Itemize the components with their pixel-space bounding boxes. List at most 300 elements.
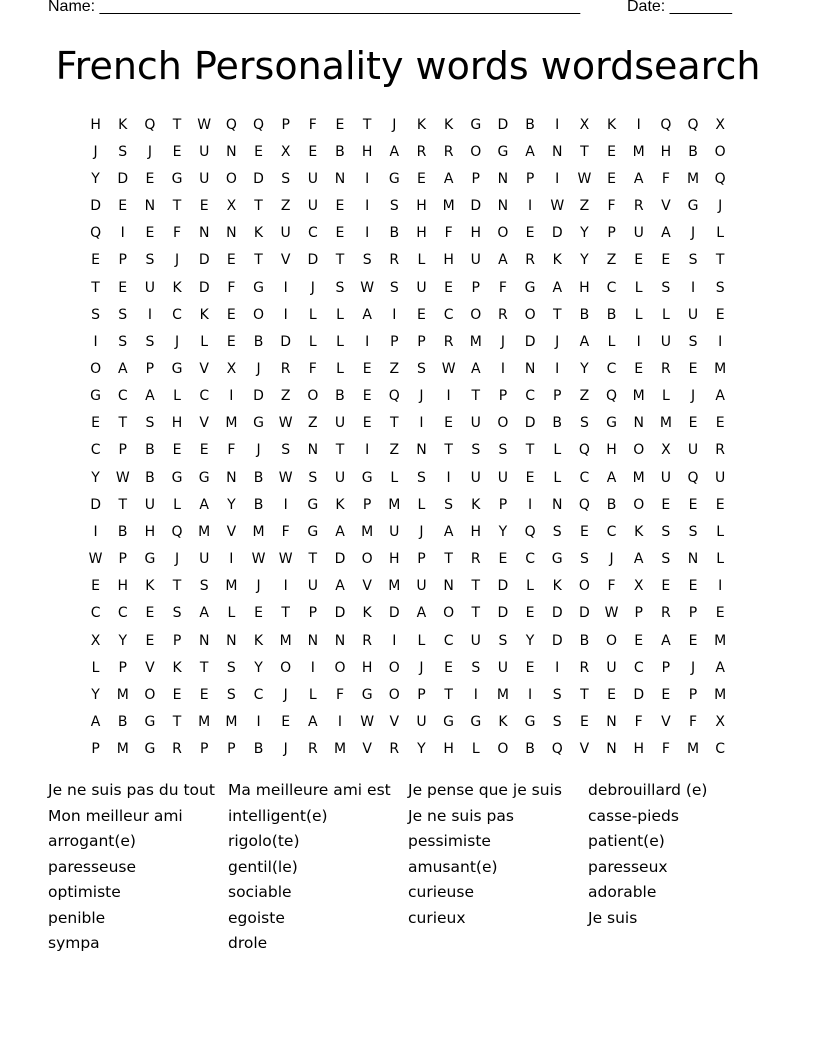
grid-letter: Z: [280, 198, 291, 215]
grid-letter: D: [90, 198, 101, 215]
grid-letter: Q: [578, 496, 590, 513]
grid-letter: E: [145, 605, 155, 622]
grid-letter: T: [471, 605, 481, 622]
grid-letter: A: [199, 496, 209, 513]
grid-letter: G: [606, 415, 617, 432]
grid-letter: E: [688, 415, 698, 432]
grid-letter: C: [443, 306, 454, 323]
grid-letter: V: [661, 714, 671, 731]
grid-letter: B: [389, 225, 400, 242]
grid-letter: R: [470, 551, 481, 568]
grid-letter: R: [633, 198, 644, 215]
grid-letter: P: [145, 360, 155, 377]
grid-letter: A: [661, 225, 671, 242]
grid-letter: I: [419, 415, 424, 432]
grid-letter: T: [552, 306, 562, 323]
grid-letter: F: [308, 360, 317, 377]
grid-letter: O: [578, 578, 590, 595]
grid-letter: L: [716, 551, 725, 568]
grid-letter: P: [118, 252, 127, 269]
grid-letter: G: [198, 469, 210, 486]
word-list-item: drole: [228, 934, 268, 952]
grid-letter: A: [443, 523, 454, 540]
grid-letter: U: [144, 279, 156, 296]
grid-letter: Q: [524, 523, 536, 540]
grid-letter: H: [443, 741, 454, 758]
grid-letter: W: [115, 469, 130, 486]
grid-letter: Q: [225, 116, 237, 133]
grid-letter: P: [471, 170, 480, 187]
grid-letter: O: [524, 306, 536, 323]
grid-letter: A: [308, 714, 318, 731]
grid-letter: L: [308, 686, 317, 703]
grid-letter: S: [417, 469, 426, 486]
grid-letter: E: [362, 360, 372, 377]
grid-letter: E: [579, 714, 589, 731]
grid-letter: B: [525, 116, 535, 133]
grid-letter: A: [498, 252, 508, 269]
grid-letter: A: [443, 170, 454, 187]
word-list-item: gentil(le): [228, 857, 298, 876]
grid-letter: D: [307, 252, 319, 269]
grid-letter: U: [280, 225, 291, 242]
grid-letter: E: [607, 143, 616, 160]
grid-letter: M: [116, 741, 129, 758]
grid-letter: C: [715, 741, 726, 758]
word-list-item: Je ne suis pas du tout: [48, 781, 215, 799]
grid-letter: Y: [91, 469, 100, 486]
grid-letter: O: [361, 551, 373, 568]
grid-letter: U: [470, 415, 481, 432]
grid-letter: R: [280, 360, 291, 377]
grid-letter: P: [417, 686, 426, 703]
grid-letter: F: [335, 686, 345, 703]
grid-letter: U: [334, 415, 346, 432]
grid-letter: D: [198, 279, 210, 296]
grid-letter: X: [90, 632, 101, 649]
grid-letter: A: [525, 143, 535, 160]
grid-letter: Q: [551, 741, 563, 758]
grid-letter: E: [579, 523, 589, 540]
grid-letter: A: [389, 143, 400, 160]
grid-letter: S: [389, 279, 399, 296]
grid-letter: Q: [253, 116, 265, 133]
grid-letter: H: [633, 741, 644, 758]
grid-letter: D: [90, 496, 101, 513]
grid-letter: K: [552, 252, 562, 269]
grid-letter: Q: [606, 388, 618, 405]
grid-letter: I: [555, 170, 560, 187]
grid-letter: H: [606, 442, 617, 459]
grid-letter: E: [498, 551, 508, 568]
grid-letter: P: [118, 551, 127, 568]
grid-letter: W: [251, 551, 266, 568]
grid-letter: L: [634, 306, 643, 323]
grid-letter: J: [174, 252, 180, 269]
grid-letter: E: [634, 632, 644, 649]
grid-letter: J: [419, 388, 424, 405]
grid-letter: D: [470, 198, 482, 215]
word-list-item: penible: [48, 908, 106, 927]
grid-letter: V: [661, 198, 671, 215]
grid-letter: U: [199, 170, 210, 187]
grid-letter: H: [470, 225, 482, 242]
grid-letter: B: [335, 143, 345, 160]
grid-letter: X: [715, 714, 725, 731]
grid-letter: O: [714, 143, 726, 160]
grid-letter: C: [253, 686, 264, 703]
grid-letter: C: [525, 551, 535, 568]
grid-letter: E: [634, 252, 644, 269]
grid-letter: I: [636, 116, 641, 133]
grid-letter: A: [606, 469, 617, 486]
grid-letter: L: [336, 306, 344, 323]
grid-letter: J: [256, 578, 261, 595]
grid-letter: Z: [308, 415, 318, 432]
grid-letter: Q: [687, 116, 699, 133]
grid-letter: N: [198, 632, 210, 649]
grid-letter: J: [419, 659, 424, 676]
grid-letter: S: [471, 442, 481, 459]
grid-letter: I: [147, 306, 152, 323]
grid-letter: G: [497, 143, 509, 160]
grid-letter: Z: [606, 252, 617, 269]
grid-letter: I: [283, 279, 288, 296]
grid-letter: D: [579, 605, 590, 622]
grid-letter: N: [524, 360, 536, 377]
grid-letter: O: [388, 686, 400, 703]
grid-letter: E: [525, 225, 535, 242]
grid-letter: R: [579, 659, 590, 676]
grid-letter: E: [417, 306, 426, 323]
word-list-item: adorable: [588, 883, 657, 901]
grid-letter: N: [226, 143, 237, 160]
grid-letter: D: [388, 605, 400, 622]
grid-letter: W: [278, 469, 293, 486]
grid-letter: U: [307, 198, 318, 215]
grid-letter: F: [607, 578, 616, 595]
grid-letter: U: [144, 496, 156, 513]
grid-letter: C: [199, 388, 210, 405]
grid-letter: K: [199, 306, 209, 323]
grid-letter: U: [470, 469, 481, 486]
grid-letter: W: [278, 551, 293, 568]
grid-letter: A: [335, 523, 345, 540]
grid-letter: T: [335, 442, 345, 459]
grid-letter: B: [525, 741, 535, 758]
grid-letter: E: [417, 170, 426, 187]
grid-letter: D: [524, 333, 536, 350]
grid-letter: R: [362, 632, 372, 649]
grid-letter: W: [360, 279, 375, 296]
grid-letter: X: [633, 578, 644, 595]
grid-letter: P: [362, 496, 372, 513]
grid-letter: S: [498, 632, 508, 649]
grid-letter: V: [579, 741, 590, 758]
grid-letter: S: [91, 306, 101, 323]
grid-letter: F: [661, 741, 670, 758]
grid-letter: N: [633, 415, 644, 432]
grid-letter: T: [118, 415, 128, 432]
grid-letter: K: [145, 578, 155, 595]
grid-letter: I: [473, 686, 478, 703]
grid-letter: W: [577, 170, 592, 187]
word-list-item: Mon meilleur ami: [48, 806, 183, 825]
grid-letter: D: [633, 686, 645, 703]
grid-letter: T: [91, 279, 100, 296]
grid-letter: L: [308, 306, 317, 323]
grid-letter: D: [497, 605, 509, 622]
grid-letter: H: [660, 143, 672, 160]
grid-letter: P: [417, 551, 426, 568]
grid-letter: E: [634, 360, 644, 377]
grid-letter: I: [365, 170, 370, 187]
grid-letter: N: [416, 442, 427, 459]
grid-letter: R: [416, 143, 427, 160]
grid-letter: M: [714, 686, 727, 703]
grid-letter: J: [256, 360, 261, 377]
grid-letter: E: [715, 605, 725, 622]
grid-letter: E: [226, 306, 236, 323]
grid-letter: T: [525, 442, 535, 459]
grid-letter: S: [552, 523, 562, 540]
grid-letter: O: [633, 496, 645, 513]
grid-letter: T: [172, 714, 182, 731]
grid-letter: S: [281, 442, 291, 459]
grid-letter: Z: [579, 198, 590, 215]
grid-letter: Q: [171, 523, 183, 540]
grid-letter: P: [661, 659, 671, 676]
grid-letter: K: [253, 632, 264, 649]
grid-letter: G: [524, 279, 536, 296]
grid-letter: G: [144, 741, 156, 758]
grid-letter: A: [715, 388, 725, 405]
grid-letter: J: [555, 333, 560, 350]
grid-letter: G: [361, 686, 373, 703]
grid-letter: M: [632, 143, 645, 160]
grid-letter: I: [310, 659, 315, 676]
grid-letter: U: [660, 469, 671, 486]
grid-letter: B: [688, 143, 698, 160]
grid-letter: U: [199, 551, 210, 568]
grid-letter: T: [362, 116, 372, 133]
grid-letter: W: [197, 116, 212, 133]
grid-letter: T: [118, 496, 128, 513]
grid-letter: G: [388, 170, 400, 187]
grid-letter: N: [443, 578, 454, 595]
grid-letter: V: [389, 714, 400, 731]
grid-letter: N: [551, 143, 563, 160]
grid-letter: S: [552, 686, 562, 703]
grid-letter: I: [283, 496, 288, 513]
grid-letter: L: [634, 279, 643, 296]
grid-letter: G: [307, 496, 319, 513]
grid-letter: D: [253, 170, 264, 187]
grid-letter: J: [283, 686, 288, 703]
grid-letter: P: [199, 741, 209, 758]
grid-letter: O: [470, 306, 482, 323]
grid-letter: F: [281, 523, 290, 540]
grid-letter: U: [416, 279, 427, 296]
grid-letter: E: [688, 496, 698, 513]
grid-letter: E: [688, 632, 698, 649]
grid-letter: I: [283, 306, 288, 323]
grid-letter: R: [443, 333, 454, 350]
grid-letter: P: [688, 605, 698, 622]
grid-letter: E: [145, 632, 155, 649]
grid-letter: L: [417, 632, 426, 649]
grid-letter: R: [307, 741, 318, 758]
grid-letter: M: [116, 686, 129, 703]
grid-letter: L: [661, 388, 670, 405]
grid-letter: I: [365, 333, 370, 350]
grid-letter: E: [715, 415, 725, 432]
grid-letter: L: [390, 469, 399, 486]
grid-letter: C: [579, 469, 590, 486]
grid-letter: I: [337, 714, 343, 731]
grid-letter: I: [365, 225, 370, 242]
grid-letter: L: [553, 469, 562, 486]
grid-letter: A: [633, 170, 644, 187]
grid-letter: L: [173, 388, 181, 405]
grid-letter: M: [659, 415, 672, 432]
word-list-item: [408, 931, 588, 957]
grid-letter: V: [199, 415, 209, 432]
grid-letter: E: [199, 442, 209, 459]
grid-letter: C: [117, 605, 128, 622]
grid-letter: S: [308, 469, 318, 486]
grid-letter: I: [93, 333, 98, 350]
grid-letter: T: [580, 686, 589, 703]
grid-letter: J: [690, 225, 696, 242]
letter-grid: [82, 111, 734, 763]
word-list-item: debrouillard (e): [588, 781, 708, 799]
grid-letter: G: [524, 714, 536, 731]
grid-letter: E: [254, 605, 263, 622]
word-list-item: curieuse: [408, 883, 474, 901]
grid-letter: G: [551, 551, 563, 568]
grid-letter: O: [253, 306, 265, 323]
grid-letter: B: [606, 496, 617, 513]
grid-letter: N: [497, 198, 509, 215]
grid-letter: I: [528, 198, 533, 215]
grid-letter: P: [417, 333, 426, 350]
grid-letter: Y: [417, 741, 426, 758]
grid-letter: H: [443, 252, 454, 269]
grid-letter: N: [497, 170, 509, 187]
grid-letter: P: [118, 442, 127, 459]
grid-letter: J: [718, 198, 723, 215]
grid-letter: S: [145, 333, 155, 350]
grid-letter: W: [360, 714, 375, 731]
grid-letter: W: [550, 198, 565, 215]
grid-letter: S: [226, 686, 236, 703]
grid-letter: T: [471, 578, 481, 595]
grid-letter: B: [579, 306, 590, 323]
grid-letter: B: [145, 469, 155, 486]
word-list-item: curieux: [408, 908, 466, 927]
grid-letter: E: [607, 170, 616, 187]
date-field-label: Date: _______: [627, 0, 732, 15]
grid-letter: W: [278, 415, 293, 432]
grid-letter: W: [441, 360, 456, 377]
grid-letter: E: [254, 143, 263, 160]
grid-letter: U: [334, 469, 346, 486]
grid-letter: N: [144, 198, 156, 215]
grid-letter: H: [90, 116, 101, 133]
grid-letter: D: [551, 632, 563, 649]
grid-letter: S: [118, 306, 128, 323]
grid-letter: E: [607, 686, 616, 703]
grid-letter: J: [147, 143, 152, 160]
word-list-item: paresseux: [588, 857, 668, 876]
grid-letter: S: [688, 333, 698, 350]
grid-letter: Z: [579, 388, 590, 405]
grid-letter: I: [555, 659, 560, 676]
grid-letter: D: [280, 333, 292, 350]
grid-letter: Z: [389, 442, 400, 459]
grid-letter: I: [392, 632, 397, 649]
grid-letter: I: [229, 388, 234, 405]
grid-letter: T: [172, 578, 182, 595]
grid-letter: J: [310, 279, 315, 296]
grid-letter: V: [145, 659, 155, 676]
grid-letter: K: [444, 116, 454, 133]
grid-letter: L: [200, 333, 209, 350]
word-list-item: sympa: [48, 934, 100, 952]
grid-letter: J: [690, 659, 696, 676]
grid-letter: E: [661, 578, 671, 595]
page-title: French Personality words wordsearch: [55, 44, 761, 88]
grid-letter: F: [498, 279, 507, 296]
grid-letter: Y: [118, 632, 128, 649]
grid-letter: E: [308, 143, 318, 160]
grid-letter: K: [253, 225, 264, 242]
grid-letter: E: [335, 225, 345, 242]
grid-letter: E: [525, 605, 535, 622]
grid-letter: E: [688, 578, 698, 595]
grid-letter: M: [469, 333, 482, 350]
grid-letter: T: [199, 659, 209, 676]
word-list-item: Ma meilleure ami est: [228, 781, 391, 799]
grid-letter: B: [253, 496, 264, 513]
grid-letter: U: [389, 523, 400, 540]
grid-letter: K: [498, 714, 508, 731]
grid-letter: D: [551, 605, 563, 622]
grid-letter: Y: [580, 252, 589, 269]
grid-letter: S: [226, 659, 236, 676]
grid-letter: O: [307, 388, 319, 405]
grid-letter: I: [365, 442, 370, 459]
grid-letter: H: [171, 415, 183, 432]
grid-letter: N: [307, 632, 319, 649]
grid-letter: E: [145, 170, 155, 187]
grid-letter: L: [661, 306, 670, 323]
grid-letter: Y: [498, 523, 508, 540]
grid-letter: Z: [389, 360, 400, 377]
grid-letter: I: [555, 116, 560, 133]
grid-letter: G: [361, 469, 373, 486]
grid-letter: Q: [578, 442, 590, 459]
grid-letter: N: [226, 225, 237, 242]
grid-letter: R: [660, 360, 671, 377]
grid-letter: H: [579, 279, 590, 296]
grid-letter: M: [361, 523, 374, 540]
grid-letter: N: [687, 551, 699, 568]
word-list-item: intelligent(e): [228, 806, 328, 825]
grid-letter: D: [253, 388, 264, 405]
grid-letter: G: [307, 523, 319, 540]
